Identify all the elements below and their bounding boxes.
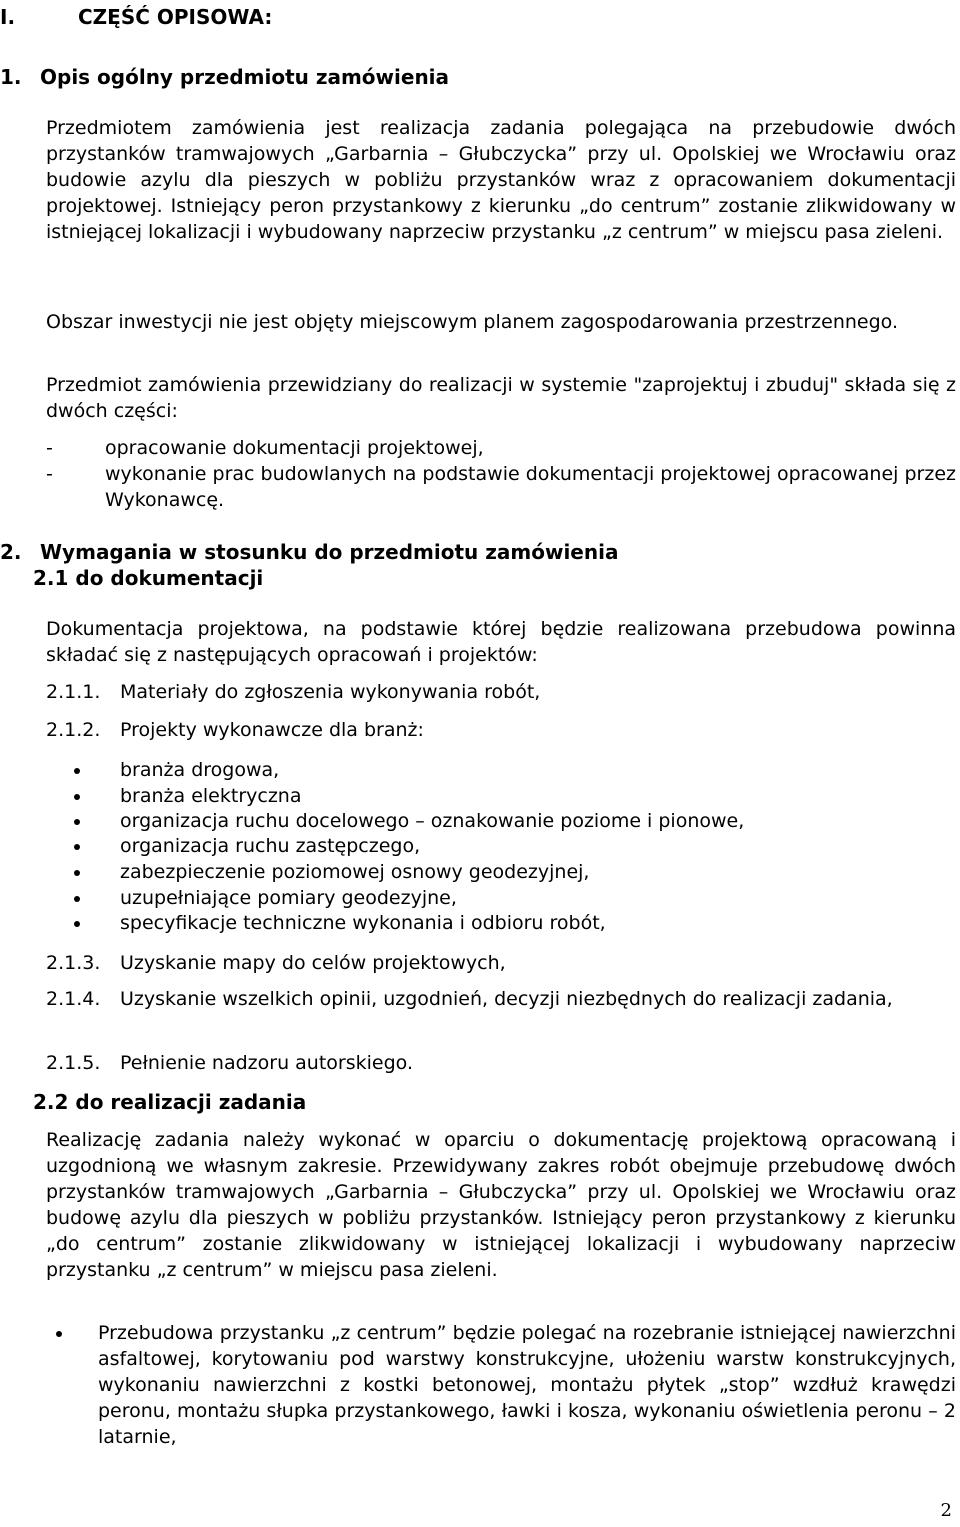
section-1-paragraph-3: Przedmiot zamówienia przewidziany do realizacji w systemie "zaprojektuj i zbuduj" składa się z dwóch części: <box>46 374 956 422</box>
section-1-number: 1. <box>0 65 22 89</box>
item-text: Pełnienie nadzoru autorskiego. <box>120 1052 413 1074</box>
item-text: Uzyskanie mapy do celów projektowych, <box>120 952 506 974</box>
item-text: Materiały do zgłoszenia wykonywania robót, <box>120 681 541 703</box>
item-text: Projekty wykonawcze dla branż: <box>120 719 424 741</box>
list-item-text: opracowanie dokumentacji projektowej, <box>105 437 484 459</box>
main-heading-number: I. <box>0 5 16 29</box>
bullet-text: branża drogowa, <box>120 759 280 781</box>
subsection-2-2-paragraph: Realizację zadania należy wykonać w oparciu o dokumentację projektową opracowaną i uzgodnioną we własnym zakresie. Przewidywany zakres robót obejmuje przebudowę dwóch przystanków tramwajowych „Garbarnia – Głubczycka” przy ul. Opolskiej we Wrocławiu oraz budowę azylu dla pieszych w pobliżu przystanków. Istniejący peron przystankowy z kierunku „do centrum” zostanie zlikwidowany w istniejącej lokalizacji i wybudowany naprzeciw przystanku „z centrum” w miejscu pasa zieleni. <box>46 1129 956 1281</box>
section-1-paragraph-2: Obszar inwestycji nie jest objęty miejscowym planem zagospodarowania przestrzennego. <box>46 311 898 333</box>
item-number: 2.1.4. <box>46 988 101 1010</box>
bullet-text: branża elektryczna <box>120 785 302 807</box>
item-number: 2.1.2. <box>46 719 101 741</box>
dash-marker: - <box>46 463 53 485</box>
item-number: 2.1.1. <box>46 681 101 703</box>
subsection-2-1-heading: 2.1 do dokumentacji <box>33 566 264 590</box>
bullet-text: organizacja ruchu docelowego – oznakowanie poziome i pionowe, <box>120 810 745 832</box>
main-heading-title: CZĘŚĆ OPISOWA: <box>78 5 273 29</box>
item-number: 2.1.3. <box>46 952 101 974</box>
bullet-text: specyfikacje techniczne wykonania i odbioru robót, <box>120 912 606 934</box>
bullet-icon <box>74 844 80 850</box>
bullet-text: organizacja ruchu zastępczego, <box>120 835 421 857</box>
list-item-text: wykonanie prac budowlanych na podstawie dokumentacji projektowej opracowanej przez Wykonawcę. <box>105 463 956 511</box>
section-2-title: Wymagania w stosunku do przedmiotu zamówienia <box>40 540 619 564</box>
section-1-paragraph-1: Przedmiotem zamówienia jest realizacja zadania polegająca na przebudowie dwóch przystanków tramwajowych „Garbarnia – Głubczycka” przy ul. Opolskiej we Wrocławiu oraz budowie azylu dla pieszych w pobliżu przystanków wraz z opracowaniem dokumentacji projektowej. Istniejący peron przystankowy z kierunku „do centrum” zostanie zlikwidowany w istniejącej lokalizacji i wybudowany naprzeciw przystanku „z centrum” w miejscu pasa zieleni. <box>46 117 956 243</box>
page-number: 2 <box>940 1500 952 1521</box>
dash-marker: - <box>46 437 53 459</box>
bullet-text: zabezpieczenie poziomowej osnowy geodezyjnej, <box>120 861 590 883</box>
bullet-text: uzupełniające pomiary geodezyjne, <box>120 887 457 909</box>
subsection-2-1-paragraph: Dokumentacja projektowa, na podstawie której będzie realizowana przebudowa powinna składać się z następujących opracowań i projektów: <box>46 618 956 666</box>
bullet-icon <box>56 1331 62 1337</box>
section-2-heading <box>0 538 618 566</box>
bullet-icon <box>74 794 80 800</box>
section-1-title: Opis ogólny przedmiotu zamówienia <box>40 65 450 89</box>
section-2-number: 2. <box>0 540 22 564</box>
item-text: Uzyskanie wszelkich opinii, uzgodnień, decyzji niezbędnych do realizacji zadania, <box>120 988 893 1010</box>
section-1-heading <box>0 63 449 91</box>
bullet-text: Przebudowa przystanku „z centrum” będzie polegać na rozebranie istniejącej nawierzchni asfaltowej, korytowaniu pod warstwy konstrukcyjne, ułożeniu warstw konstrukcyjnych, wykonaniu nawierzchni z kostki betonowej, montażu płytek „stop” wzdłuż krawędzi peronu, montażu słupka przystankowego, ławki i kosza, wykonaniu oświetlenia peronu – 2 latarnie, <box>98 1322 956 1448</box>
bullet-icon <box>74 870 80 876</box>
item-number: 2.1.5. <box>46 1052 101 1074</box>
bullet-icon <box>74 921 80 927</box>
bullet-icon <box>74 819 80 825</box>
bullet-icon <box>74 896 80 902</box>
bullet-icon <box>74 768 80 774</box>
subsection-2-2-heading: 2.2 do realizacji zadania <box>33 1090 307 1114</box>
